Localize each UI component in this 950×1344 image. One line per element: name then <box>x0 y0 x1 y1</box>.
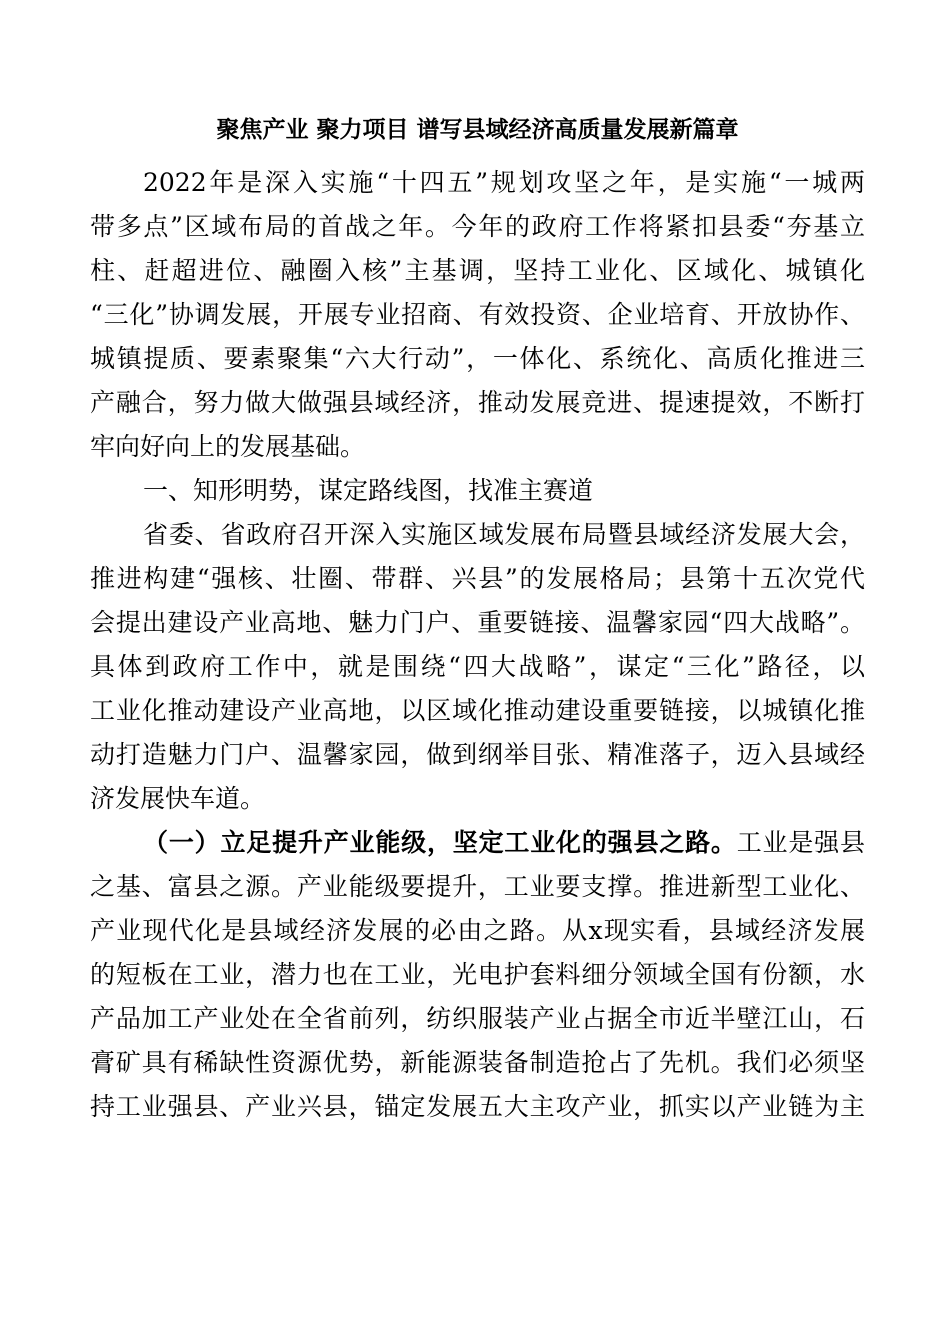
paragraph-1-line: 牢向好向上的发展基础。 <box>90 432 366 461</box>
paragraph-2-line: 省委、省政府召开深入实施区域发展布局暨县域经济发展大会， <box>143 520 865 549</box>
paragraph-3-line: 膏矿具有稀缺性资源优势，新能源装备制造抢占了先机。我们必须坚 <box>90 1048 865 1077</box>
paragraph-2-line: 工业化推动建设产业高地，以区域化推动建设重要链接，以城镇化推 <box>90 696 865 725</box>
paragraph-3-line: 产业现代化是县域经济发展的必由之路。从x现实看，县域经济发展 <box>90 916 865 945</box>
paragraph-3-first-line <box>90 825 865 861</box>
paragraph-3-line: 的短板在工业，潜力也在工业，光电护套料细分领域全国有份额，水 <box>90 960 865 989</box>
paragraph-3-line: 持工业强县、产业兴县，锚定发展五大主攻产业，抓实以产业链为主 <box>90 1092 865 1121</box>
paragraph-2-line: 会提出建设产业高地、魅力门户、重要链接、温馨家园“四大战略”。 <box>90 608 865 637</box>
paragraph-3-text: 工业是强县 <box>736 828 865 857</box>
paragraph-1-line: 产融合，努力做大做强县域经济，推动发展竞进、提速提效，不断打 <box>90 388 865 417</box>
paragraph-3-line: 产品加工产业处在全省前列，纺织服装产业占据全市近半壁江山，石 <box>90 1004 865 1033</box>
paragraph-1-line: “三化”协调发展，开展专业招商、有效投资、企业培育、开放协作、 <box>90 300 865 329</box>
section-heading: 一、知形明势，谋定路线图，找准主赛道 <box>143 476 594 505</box>
paragraph-2-line: 推进构建“强核、壮圈、带群、兴县”的发展格局；县第十五次党代 <box>90 564 865 593</box>
paragraph-1-line: 带多点”区域布局的首战之年。今年的政府工作将紧扣县委“夯基立 <box>90 212 865 241</box>
paragraph-2-line: 动打造魅力门户、温馨家园，做到纲举目张、精准落子，迈入县域经 <box>90 740 865 769</box>
paragraph-2-line: 济发展快车道。 <box>90 784 266 813</box>
subsection-heading: （一）立足提升产业能级，坚定工业化的强县之路。 <box>143 828 737 857</box>
paragraph-1-line: 柱、赶超进位、融圈入核”主基调，坚持工业化、区域化、城镇化 <box>90 256 865 285</box>
page-title: 聚焦产业 聚力项目 谱写县域经济高质量发展新篇章 <box>216 116 739 143</box>
paragraph-2-line: 具体到政府工作中，就是围绕“四大战略”，谋定“三化”路径，以 <box>90 652 865 681</box>
paragraph-3-line: 之基、富县之源。产业能级要提升，工业要支撑。推进新型工业化、 <box>90 872 865 901</box>
paragraph-1-line: 2022年是深入实施“十四五”规划攻坚之年，是实施“一城两 <box>143 168 865 197</box>
paragraph-1-line: 城镇提质、要素聚集“六大行动”，一体化、系统化、高质化推进三 <box>90 344 865 373</box>
